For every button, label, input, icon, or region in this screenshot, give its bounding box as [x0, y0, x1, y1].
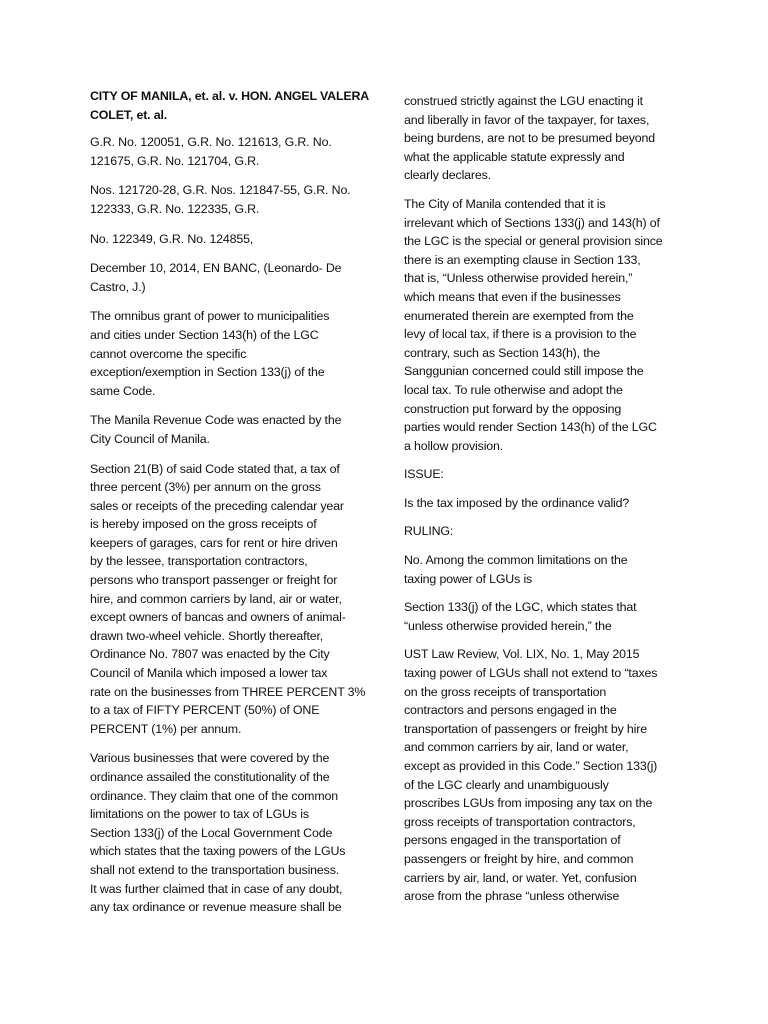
case-numbers-2: Nos. 121720-28, G.R. Nos. 121847-55, G.R. No. 122333, G.R. No. 122335, G.R. — [90, 183, 351, 216]
manila-contention-paragraph: The City of Manila contended that it is irrelevant which of Sections 133(j) and 143(h) of the LGC is the special or general provision since there is an exempting clause in Section 133, that is, “Unless otherwise provided herein,” which means that even if the businesses enumerated therein are exempted from the levy of local tax, if there is a provision to the contrary, such as Section 143(h), the Sanggunian concerned could still impose the local tax. To rule otherwise and adopt the construction put forward by the opposing parties would render Section 143(h) of the LGC a hollow provision. — [404, 196, 663, 453]
left-column — [90, 87, 375, 928]
facts-paragraph-2: Section 21(B) of said Code stated that, a tax of three percent (3%) per annum on the gross sales or receipts of the preceding calendar year is hereby imposed on the gross receipts of keepers of garages, cars for rent or hire driven by the lessee, transportation contractors, persons who transport passenger or freight for hire, and common carriers by land, air or water, except owners of bancas and owners of animal- drawn two-wheel vehicle. Shortly thereafter, Ordinance No. 7807 was enacted by the City Council of Manila which imposed a lower tax rate on the businesses from THREE PERCENT 3% to a tax of FIFTY PERCENT (50%) of ONE PERCENT (1%) per annum. — [90, 461, 366, 736]
ruling-paragraph-3: UST Law Review, Vol. LIX, No. 1, May 2015 taxing power of LGUs shall not extend to “taxes on the gross receipts of transportation contractors and persons engaged in the transportation of passengers or freight by hire and common carriers by air, land or water, except as provided in this Code.” Section 133(j) of the LGC clearly and unambiguously proscribes LGUs from imposing any tax on the gross receipts of transportation contractors, persons engaged in the transportation of passengers or freight by hire, and common carriers by air, land, or water. Yet, confusion arose from the phrase “unless otherwise — [404, 647, 658, 904]
facts-paragraph-continued: construed strictly against the LGU enacting it and liberally in favor of the taxpayer, for taxes, being burdens, are not to be presumed beyond what the applicable statute expressly and clearly declares. — [404, 94, 656, 183]
ruling-heading: RULING: — [404, 524, 454, 539]
issue-question: Is the tax imposed by the ordinance valid? — [404, 495, 630, 510]
right-column — [404, 92, 690, 916]
ruling-paragraph-2: Section 133(j) of the LGC, which states that “unless otherwise provided herein,” the — [404, 600, 637, 633]
ruling-paragraph-1: No. Among the common limitations on the taxing power of LGUs is — [404, 553, 628, 586]
issue-heading: ISSUE: — [404, 467, 444, 482]
case-title: CITY OF MANILA, et. al. v. HON. ANGEL VALERA COLET, et. al. — [90, 89, 370, 122]
facts-paragraph-1: The Manila Revenue Code was enacted by the City Council of Manila. — [90, 413, 342, 446]
case-date: December 10, 2014, EN BANC, (Leonardo- De Castro, J.) — [90, 261, 342, 294]
doctrine-paragraph: The omnibus grant of power to municipalities and cities under Section 143(h) of the LGC cannot overcome the specific exception/exemption in Section 133(j) of the same Code. — [90, 309, 330, 398]
case-numbers-1: G.R. No. 120051, G.R. No. 121613, G.R. No. 121675, G.R. No. 121704, G.R. — [90, 135, 332, 168]
facts-paragraph-3: Various businesses that were covered by the ordinance assailed the constitutionality of the ordinance. They claim that one of the common limitations on the power to tax of LGUs is Section 133(j) of the Local Government Code which states that the taxing powers of the LGUs shall not extend to the transportation business. It was further claimed that in case of any doubt, any tax ordinance or revenue measure shall be — [90, 751, 346, 915]
case-numbers-3: No. 122349, G.R. No. 124855, — [90, 231, 254, 246]
